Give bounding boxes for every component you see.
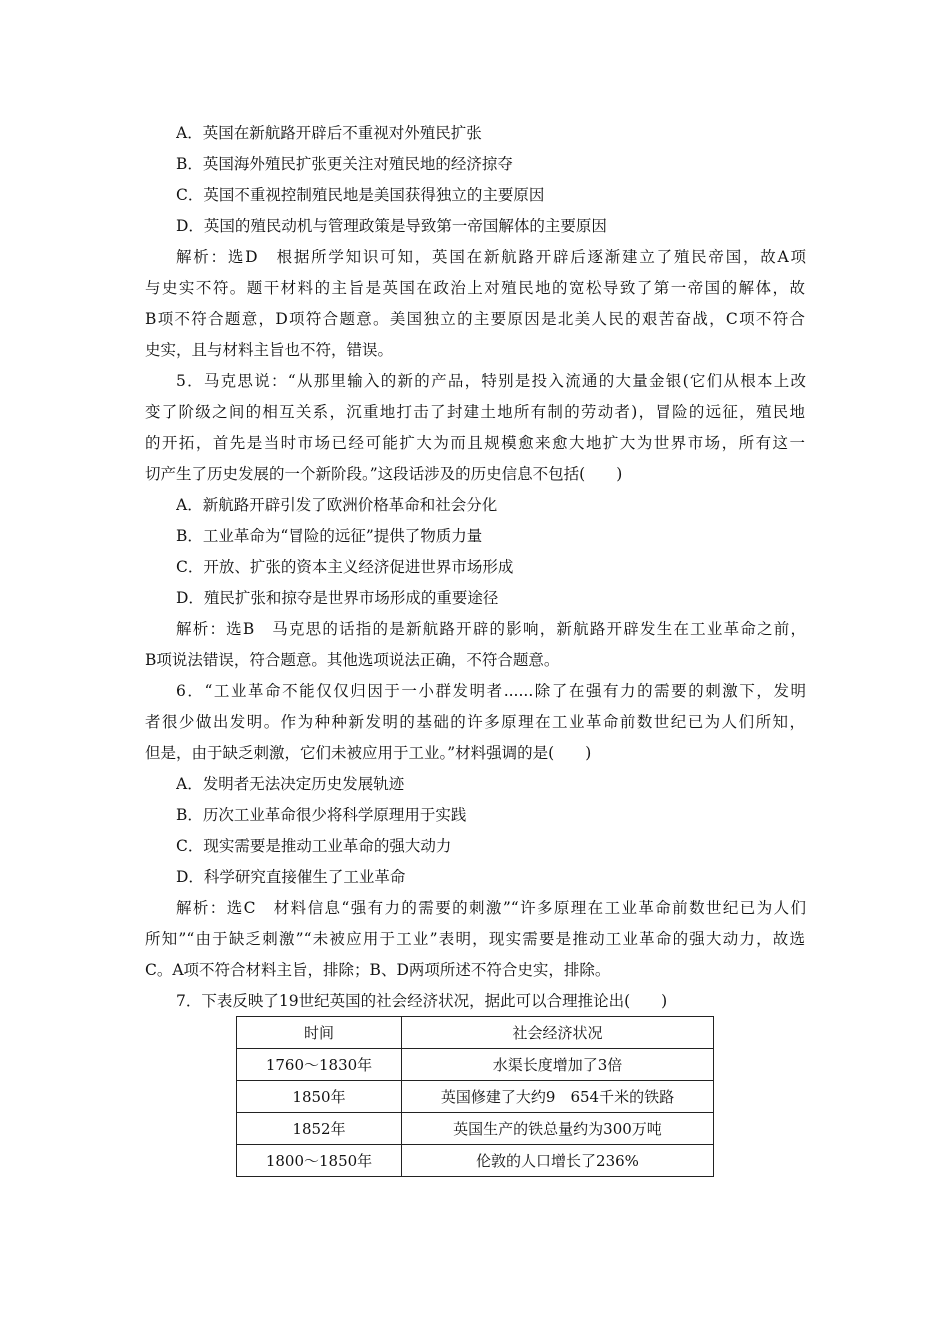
q5-stem-line: 切产生了历史发展的一个新阶段。”这段话涉及的历史信息不包括( ) [145, 465, 623, 483]
table-row [237, 1113, 714, 1145]
q4-option-d: D．英国的殖民动机与管理政策是导致第一帝国解体的主要原因 [176, 217, 607, 235]
table-cell: 1800～1850年 [237, 1145, 402, 1177]
q5-stem-line: 5．马克思说：“从那里输入的新的产品，特别是投入流通的大量金银(它们从根本上改 [176, 372, 806, 390]
table-row [237, 1049, 714, 1081]
q4-option-a: A．英国在新航路开辟后不重视对外殖民扩张 [176, 124, 482, 142]
q4-analysis-line: B项不符合题意，D项符合题意。美国独立的主要原因是北美人民的艰苦奋战，C项不符合 [145, 310, 805, 328]
q6-analysis-line: 所知”“由于缺乏刺激”“未被应用于工业”表明，现实需要是推动工业革命的强大动力，故选 [145, 930, 805, 948]
q4-option-b: B．英国海外殖民扩张更关注对殖民地的经济掠夺 [176, 155, 513, 173]
q4-analysis-line: 解析：选D 根据所学知识可知，英国在新航路开辟后逐渐建立了殖民帝国，故A项 [176, 248, 806, 266]
table-cell: 英国生产的铁总量约为300万吨 [402, 1113, 714, 1145]
table-row [237, 1145, 714, 1177]
table-cell: 1850年 [237, 1081, 402, 1113]
table-cell: 1760～1830年 [237, 1049, 402, 1081]
q4-analysis-line: 与史实不符。题干材料的主旨是英国在政治上对殖民地的宽松导致了第一帝国的解体，故 [145, 279, 805, 297]
table-header-cell: 时间 [237, 1017, 402, 1049]
q5-option-c: C．开放、扩张的资本主义经济促进世界市场形成 [176, 558, 514, 576]
q6-option-c: C．现实需要是推动工业革命的强大动力 [176, 837, 452, 855]
q4-analysis-line: 史实，且与材料主旨也不符，错误。 [145, 341, 394, 359]
q5-analysis-line: B项说法错误，符合题意。其他选项说法正确，不符合题意。 [145, 651, 560, 669]
q6-option-a: A．发明者无法决定历史发展轨迹 [176, 775, 405, 793]
q5-option-a: A．新航路开辟引发了欧洲价格革命和社会分化 [176, 496, 498, 514]
q6-stem-line: 6．“工业革命不能仅仅归因于一小群发明者......除了在强有力的需要的刺激下，发明 [176, 682, 806, 700]
q5-stem-line: 变了阶级之间的相互关系，沉重地打击了封建土地所有制的劳动者)，冒险的远征，殖民地 [145, 403, 805, 421]
table-cell: 水渠长度增加了3倍 [402, 1049, 714, 1081]
q6-option-d: D．科学研究直接催生了工业革命 [176, 868, 406, 886]
table-cell: 1852年 [237, 1113, 402, 1145]
q6-option-b: B．历次工业革命很少将科学原理用于实践 [176, 806, 467, 824]
q6-analysis-line: 解析：选C 材料信息“强有力的需要的刺激”“许多原理在工业革命前数世纪已为人们 [176, 899, 806, 917]
table-header-row [237, 1017, 714, 1049]
q4-option-c: C．英国不重视控制殖民地是美国获得独立的主要原因 [176, 186, 545, 204]
table-cell: 英国修建了大约9 654千米的铁路 [402, 1081, 714, 1113]
q6-stem-line: 但是，由于缺乏刺激，它们未被应用于工业。”材料强调的是( ) [145, 744, 592, 762]
q5-option-d: D．殖民扩张和掠夺是世界市场形成的重要途径 [176, 589, 499, 607]
q5-analysis-line: 解析：选B 马克思的话指的是新航路开辟的影响，新航路开辟发生在工业革命之前， [176, 620, 806, 638]
q5-stem-line: 的开拓，首先是当时市场已经可能扩大为而且规模愈来愈大地扩大为世界市场，所有这一 [145, 434, 805, 452]
q5-option-b: B．工业革命为“冒险的远征”提供了物质力量 [176, 527, 483, 545]
q7-stem: 7．下表反映了19世纪英国的社会经济状况，据此可以合理推论出( ) [176, 992, 668, 1010]
table-row [237, 1081, 714, 1113]
q7-data-table [236, 1016, 714, 1177]
table-header-cell: 社会经济状况 [402, 1017, 714, 1049]
q6-stem-line: 者很少做出发明。作为种种新发明的基础的许多原理在工业革命前数世纪已为人们所知， [145, 713, 805, 731]
q6-analysis-line: C。A项不符合材料主旨，排除；B、D两项所述不符合史实，排除。 [145, 961, 611, 979]
table-cell: 伦敦的人口增长了236% [402, 1145, 714, 1177]
